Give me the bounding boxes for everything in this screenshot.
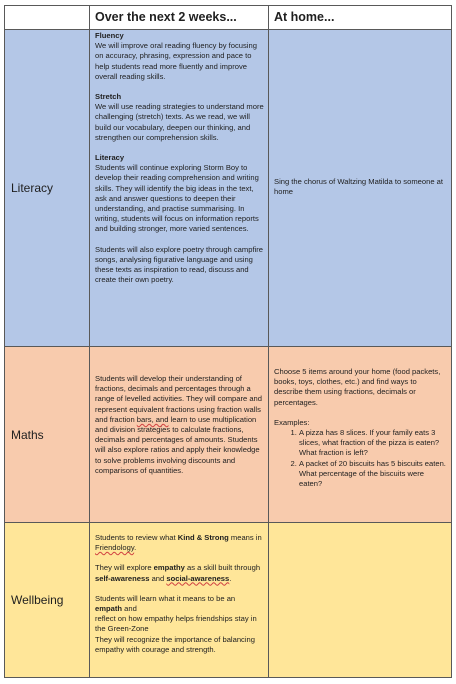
kind-strong-text: Kind & Strong	[177, 533, 229, 542]
header-at-home: At home...	[269, 6, 451, 30]
wellbeing-label: Wellbeing	[5, 523, 90, 677]
wellbeing-text: .	[134, 543, 137, 553]
maths-home-intro: Choose 5 items around your home (food packets, books, toys, clothes, etc.) and find ways to describe them using fractions, decimals or percentages.	[274, 367, 441, 407]
self-awareness-text: self-awareness	[95, 573, 150, 583]
literacy-label: Literacy	[5, 30, 90, 347]
example-item: 2. A packet of 20 biscuits has 5 biscuits eaten. What percentage of the biscuits were eaten?	[299, 459, 447, 490]
wellbeing-para-1	[95, 533, 264, 553]
wellbeing-para-4: reflect on how empathy helps friendships stay in the Green-Zone	[95, 614, 257, 634]
literacy-heading: Literacy	[95, 153, 125, 163]
maths-plan-cell	[90, 347, 269, 523]
maths-text-part: Students will develop their understanding of fractions, decimals and percentages through a range of levelled activities. They will compare and represent equivalent fractions using fraction walls and fraction	[95, 374, 263, 424]
wellbeing-text: means in	[228, 533, 262, 542]
header-empty-cell	[5, 6, 90, 30]
wellbeing-para-5: They will recognize the importance of balancing empathy with courage and strength.	[95, 634, 255, 654]
literacy-text: Students will continue exploring Storm Boy to develop their reading comprehension and writing skills. They will identify the big ideas in the text, ask and answer questions to deepen their understanding, and practise summarising. In writing, students will focus on information reports and building stronger, more varied sentences.	[95, 163, 259, 234]
wellbeing-text: Students to review what	[95, 533, 178, 542]
maths-text-part: learn to use multiplication and division strategies to calculate fractions, decimals and percentages of amounts. Students will also explore ratios and apply their knowledge to solve problems involving discounts and comparisons of quantities.	[95, 414, 260, 475]
header-next-2-weeks: Over the next 2 weeks...	[90, 6, 269, 30]
maths-home-cell	[269, 347, 451, 523]
weekly-plan-table	[4, 5, 452, 678]
social-awareness-text: social-awareness	[166, 573, 230, 583]
wellbeing-text: They will explore	[95, 563, 154, 573]
friendology-text: Friendology	[95, 543, 135, 553]
wellbeing-text: and	[149, 573, 167, 583]
empathy-text: empathy	[153, 563, 185, 573]
poetry-text: Students will also explore poetry through campfire songs, analysing figurative language and using these texts as inspiration to read, discuss and create their own poetry.	[95, 244, 263, 285]
literacy-home-text: Sing the chorus of Waltzing Matilda to someone at home	[274, 177, 443, 197]
literacy-plan-cell	[90, 30, 269, 347]
literacy-home-cell	[269, 30, 451, 347]
maths-plan-text	[95, 374, 264, 476]
empath-text: empath	[95, 604, 123, 614]
stretch-heading: Stretch	[95, 92, 122, 102]
examples-list	[274, 428, 447, 489]
wellbeing-text: Students will learn what it means to be an	[95, 593, 236, 603]
stretch-text: We will use reading strategies to understand more challenging (stretch) texts. As we read, we will build our vocabulary, deepen our thinking, and strengthen our comprehension skills.	[95, 102, 264, 142]
maths-text-underlined: bars, and	[136, 414, 169, 424]
fluency-text: We will improve oral reading fluency by focusing on accuracy, phrasing, expression and pace to help students read more fluently and improve overall reading skills.	[95, 41, 257, 81]
wellbeing-para-3	[95, 594, 264, 614]
wellbeing-plan-cell	[90, 523, 269, 677]
example-item: 1. A pizza has 8 slices. If your family eats 3 slices, what fraction of the pizza is eaten? What fraction is left?	[299, 428, 447, 459]
wellbeing-home-cell	[269, 523, 451, 677]
wellbeing-text: as a skill built through	[184, 563, 261, 573]
wellbeing-para-2	[95, 563, 264, 583]
fluency-heading: Fluency	[95, 31, 124, 40]
wellbeing-text: .	[229, 573, 232, 583]
wellbeing-text: and	[122, 604, 137, 614]
examples-label: Examples:	[274, 417, 310, 427]
maths-label: Maths	[5, 347, 90, 523]
